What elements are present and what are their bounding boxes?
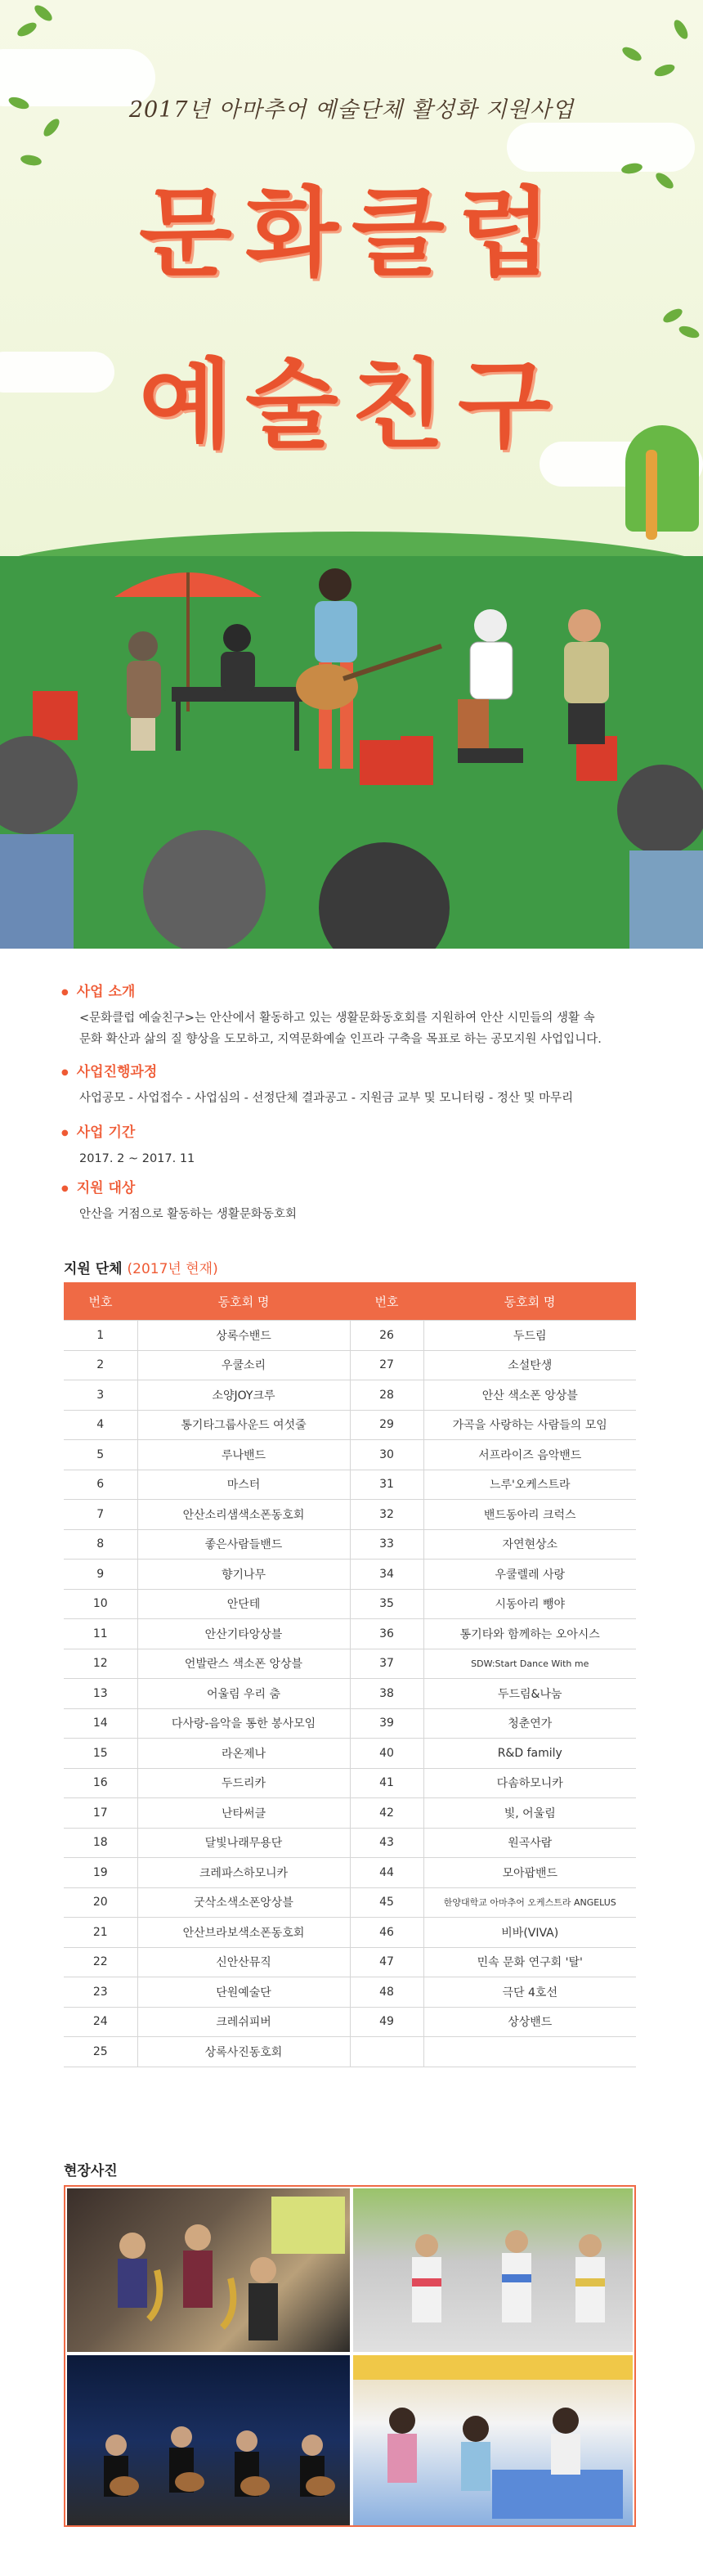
cell-number: 21 <box>64 1918 137 1948</box>
table-row <box>64 1500 636 1530</box>
cell-number: 3 <box>64 1380 137 1411</box>
cell-number: 41 <box>350 1768 423 1798</box>
cell-club-name: 크레쉬피버 <box>137 2007 350 2037</box>
cell-number: 10 <box>64 1589 137 1619</box>
header-number: 번호 <box>64 1282 137 1321</box>
cell-number: 18 <box>64 1828 137 1858</box>
hero-title-line2: 예술친구 <box>139 348 564 461</box>
cell-number: 48 <box>350 1977 423 2008</box>
cell-number: 16 <box>64 1768 137 1798</box>
cell-club-name: 향기나무 <box>137 1560 350 1590</box>
cell-club-name: 빛, 어울림 <box>423 1798 636 1829</box>
cell-club-name: 달빛나래무용단 <box>137 1828 350 1858</box>
leaf-icon <box>653 62 677 79</box>
table-row <box>64 1977 636 2008</box>
cell-club-name: 민속 문화 연구회 '탈' <box>423 1947 636 1977</box>
cell-number: 19 <box>64 1858 137 1888</box>
cell-club-name: 라온제나 <box>137 1739 350 1769</box>
cell-club-name: 서프라이즈 음악밴드 <box>423 1440 636 1470</box>
cell-club-name: 한양대학교 아마추어 오케스트라 ANGELUS <box>423 1887 636 1918</box>
cell-club-name: 좋은사람들밴드 <box>137 1529 350 1560</box>
cell-number: 28 <box>350 1380 423 1411</box>
cell-club-name: 크레파스하모니카 <box>137 1858 350 1888</box>
section-title: ● 사업 기간 <box>61 1120 195 1141</box>
cell-number: 1 <box>64 1321 137 1351</box>
cell-number: 20 <box>64 1887 137 1918</box>
table-row <box>64 1918 636 1948</box>
table-row <box>64 1470 636 1500</box>
painting-scene-icon <box>353 2355 633 2525</box>
cell-club-name: 안단테 <box>137 1589 350 1619</box>
cell-club-name: 비바(VIVA) <box>423 1918 636 1948</box>
table-title-text: 지원 단체 <box>64 1261 123 1277</box>
cell-club-name: 안산기타앙상블 <box>137 1619 350 1649</box>
section-title: ● 사업 소개 <box>61 980 602 1000</box>
cell-club-name: 마스터 <box>137 1470 350 1500</box>
cell-club-name: 신안산뮤직 <box>137 1947 350 1977</box>
cell-number: 37 <box>350 1649 423 1679</box>
hero-illustration <box>0 0 703 949</box>
leaf-icon <box>671 18 690 42</box>
cell-number: 12 <box>64 1649 137 1679</box>
table-row <box>64 1679 636 1709</box>
cell-club-name: 자연현상소 <box>423 1529 636 1560</box>
cell-number: 8 <box>64 1529 137 1560</box>
club-table <box>64 1282 636 2067</box>
table-header-row <box>64 1282 636 1321</box>
section-target <box>61 1176 297 1225</box>
cell-number: 32 <box>350 1500 423 1530</box>
cell-number: 39 <box>350 1708 423 1739</box>
table-row <box>64 1768 636 1798</box>
photo-guitar-ensemble <box>67 2355 350 2525</box>
section-body-line: <문화클럽 예술친구>는 안산에서 활동하고 있는 생활문화동호회를 지원하여 안산 시민들의 생활 속 <box>79 1012 595 1025</box>
cell-number: 43 <box>350 1828 423 1858</box>
cell-number: 23 <box>64 1977 137 2008</box>
section-body <box>79 1008 602 1050</box>
table-body <box>64 1321 636 2067</box>
cell-club-name: 시동아리 뺑야 <box>423 1589 636 1619</box>
cell-club-name: 우쿨소리 <box>137 1350 350 1380</box>
table-row <box>64 1321 636 1351</box>
tree-shape <box>625 425 699 532</box>
cell-number: 40 <box>350 1739 423 1769</box>
cell-number: 24 <box>64 2007 137 2037</box>
cell-number: 46 <box>350 1918 423 1948</box>
cell-number: 9 <box>64 1560 137 1590</box>
table-row <box>64 1947 636 1977</box>
photo-grid <box>64 2185 636 2527</box>
cell-club-name: 굿삭소색소폰앙상블 <box>137 1887 350 1918</box>
table-subtitle: (2017년 현재) <box>127 1261 218 1277</box>
cell-number: 7 <box>64 1500 137 1530</box>
cell-club-name: 안산소리샘색소폰동호회 <box>137 1500 350 1530</box>
table-row <box>64 1529 636 1560</box>
cell-club-name: 통기타와 함께하는 오아시스 <box>423 1619 636 1649</box>
table-row <box>64 1589 636 1619</box>
cell-number: 49 <box>350 2007 423 2037</box>
cell-number: 47 <box>350 1947 423 1977</box>
cell-number: 27 <box>350 1350 423 1380</box>
cell-club-name: SDW:Start Dance With me <box>423 1649 636 1679</box>
table-row <box>64 1858 636 1888</box>
table-row <box>64 2037 636 2067</box>
table-row <box>64 2007 636 2037</box>
table-row <box>64 1649 636 1679</box>
cell-number: 4 <box>64 1410 137 1440</box>
table-row <box>64 1350 636 1380</box>
section-period <box>61 1120 195 1169</box>
table-row <box>64 1410 636 1440</box>
cell-number: 15 <box>64 1739 137 1769</box>
table-row <box>64 1739 636 1769</box>
cell-club-name: 두드림 <box>423 1321 636 1351</box>
saxophone-scene-icon <box>67 2188 350 2352</box>
cell-club-name: 느루'오케스트라 <box>423 1470 636 1500</box>
cell-number: 17 <box>64 1798 137 1829</box>
cell-club-name: 밴드동아리 크럭스 <box>423 1500 636 1530</box>
header-club-name: 동호회 명 <box>137 1282 350 1321</box>
section-process <box>61 1060 573 1109</box>
cell-club-name: 극단 4호선 <box>423 1977 636 2008</box>
cell-number: 31 <box>350 1470 423 1500</box>
cell-number: 22 <box>64 1947 137 1977</box>
leaf-icon <box>620 44 644 63</box>
cell-club-name: 안산 색소폰 앙상블 <box>423 1380 636 1411</box>
cell-number: 45 <box>350 1887 423 1918</box>
cell-number <box>350 2037 423 2067</box>
photo-kids-painting <box>353 2355 633 2525</box>
section-intro <box>61 980 602 1050</box>
section-body-line: 2017. 2 ~ 2017. 11 <box>79 1152 195 1165</box>
header-number: 번호 <box>350 1282 423 1321</box>
cell-number: 5 <box>64 1440 137 1470</box>
dance-scene-icon <box>353 2188 633 2352</box>
cell-club-name: 우쿨렐레 사랑 <box>423 1560 636 1590</box>
cell-club-name: 안산브라보색소폰동호회 <box>137 1918 350 1948</box>
cell-club-name: 언발란스 색소폰 앙상블 <box>137 1649 350 1679</box>
section-title: ● 지원 대상 <box>61 1176 297 1196</box>
table-row <box>64 1708 636 1739</box>
hero-subtitle: 2017년 아마추어 예술단체 활성화 지원사업 <box>128 97 575 123</box>
photo-saxophone-band <box>67 2188 350 2352</box>
table-row <box>64 1828 636 1858</box>
header-club-name: 동호회 명 <box>423 1282 636 1321</box>
cell-club-name: 상록수밴드 <box>137 1321 350 1351</box>
section-body <box>79 1088 573 1109</box>
cell-club-name: 통기타그룹사운드 여섯줄 <box>137 1410 350 1440</box>
cell-number: 29 <box>350 1410 423 1440</box>
leaf-icon <box>16 20 39 38</box>
section-body <box>79 1148 195 1169</box>
cell-club-name: 다솜하모니카 <box>423 1768 636 1798</box>
cell-number: 38 <box>350 1679 423 1709</box>
hero-title-line1: 문화클럽 <box>139 177 564 289</box>
cell-number: 30 <box>350 1440 423 1470</box>
cell-number: 42 <box>350 1798 423 1829</box>
musicians-scene <box>0 523 703 949</box>
cell-club-name: 루나밴드 <box>137 1440 350 1470</box>
section-body-line: 사업공모 - 사업접수 - 사업심의 - 선정단체 결과공고 - 지원금 교부 및 모니터링 - 정산 및 마무리 <box>79 1092 574 1105</box>
cell-number: 34 <box>350 1560 423 1590</box>
table-row <box>64 1619 636 1649</box>
cell-club-name: 소설탄생 <box>423 1350 636 1380</box>
table-row <box>64 1380 636 1411</box>
cell-number: 25 <box>64 2037 137 2067</box>
leaf-icon <box>661 306 685 325</box>
cell-number: 33 <box>350 1529 423 1560</box>
cell-number: 11 <box>64 1619 137 1649</box>
cell-number: 26 <box>350 1321 423 1351</box>
cell-club-name: 가곡을 사랑하는 사람들의 모임 <box>423 1410 636 1440</box>
cell-number: 13 <box>64 1679 137 1709</box>
cell-club-name: 난타써클 <box>137 1798 350 1829</box>
cell-club-name <box>423 2037 636 2067</box>
cell-club-name: 단원예술단 <box>137 1977 350 2008</box>
cell-number: 35 <box>350 1589 423 1619</box>
section-body-line: 문화 확산과 삶의 질 향상을 도모하고, 지역문화예술 인프라 구축을 목표로 하는 공모지원 사업입니다. <box>79 1033 602 1046</box>
guitar-scene-icon <box>67 2355 350 2525</box>
table-row <box>64 1560 636 1590</box>
cell-club-name: 상상밴드 <box>423 2007 636 2037</box>
cell-number: 44 <box>350 1858 423 1888</box>
section-title: ● 사업진행과정 <box>61 1060 573 1080</box>
cell-number: 36 <box>350 1619 423 1649</box>
table-row <box>64 1887 636 1918</box>
photo-traditional-dance <box>353 2188 633 2352</box>
cell-club-name: 모아팝밴드 <box>423 1858 636 1888</box>
table-row <box>64 1440 636 1470</box>
cell-number: 6 <box>64 1470 137 1500</box>
cell-club-name: 두드리카 <box>137 1768 350 1798</box>
leaf-icon <box>32 2 55 24</box>
cell-number: 14 <box>64 1708 137 1739</box>
section-body-line: 안산을 거점으로 활동하는 생활문화동호회 <box>79 1208 297 1221</box>
table-row <box>64 1798 636 1829</box>
cell-club-name: 원곡사람 <box>423 1828 636 1858</box>
cell-number: 2 <box>64 1350 137 1380</box>
cell-club-name: 청춘연가 <box>423 1708 636 1739</box>
cell-club-name: 다사랑-음악을 통한 봉사모임 <box>137 1708 350 1739</box>
cell-club-name: 상록사진동호회 <box>137 2037 350 2067</box>
cell-club-name: 두드림&나눔 <box>423 1679 636 1709</box>
cell-club-name: 어울림 우리 춤 <box>137 1679 350 1709</box>
section-body <box>79 1204 297 1225</box>
table-title <box>64 1257 218 1277</box>
cell-club-name: 소양JOY크루 <box>137 1380 350 1411</box>
photos-title: 현장사진 <box>64 2163 118 2179</box>
cell-club-name: R&D family <box>423 1739 636 1769</box>
